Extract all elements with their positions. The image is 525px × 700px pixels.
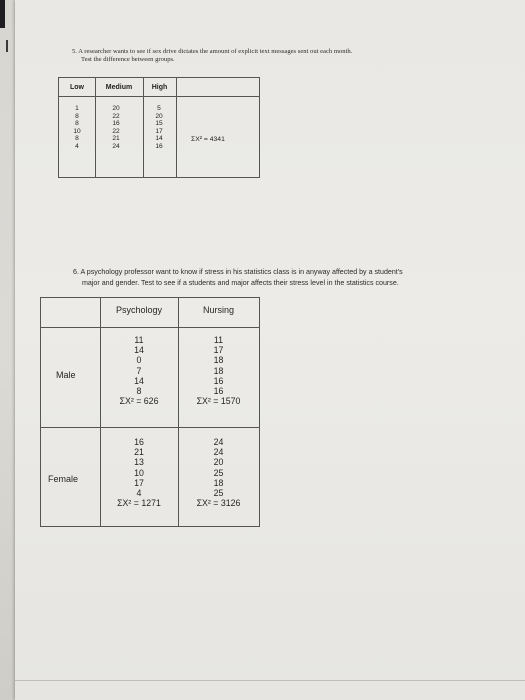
question-5-line-2: Test the difference between groups.	[81, 56, 175, 63]
value-cell: 11	[134, 335, 144, 345]
question-6	[73, 267, 503, 289]
table-border	[40, 297, 260, 298]
question-6-line-2: major and gender. Test to see if a students and major affects their stress level in the statistics course.	[82, 279, 399, 287]
value-cell: 14	[134, 345, 144, 356]
value-cell: 24	[112, 142, 120, 150]
question-6-line-1: 6. A psychology professor want to know if stress in his statistics class is in anyway affected by a student's	[73, 268, 403, 276]
column-divider	[176, 96, 177, 177]
value-cell: 8	[75, 120, 79, 128]
female-nursing-cell	[178, 437, 259, 508]
header-high: High	[143, 78, 177, 97]
question-5	[72, 48, 492, 64]
value-cell: 25	[213, 488, 224, 499]
value-cell: 4	[136, 488, 142, 499]
paper-crease	[15, 680, 525, 681]
medium-values	[107, 105, 125, 151]
value-cell: 14	[134, 375, 144, 386]
value-cell: 8	[75, 135, 79, 143]
value-cell: 5	[157, 105, 161, 112]
value-cell: 17	[155, 127, 163, 135]
value-cell: 16	[134, 437, 144, 447]
header-medium: Medium	[95, 78, 144, 97]
table-border	[40, 526, 260, 527]
value-cell: 1	[75, 105, 79, 112]
table-sex-drive	[58, 77, 260, 178]
binder-edge-mark	[6, 40, 8, 52]
value-cell: 14	[155, 135, 163, 143]
value-cell: 7	[136, 365, 142, 376]
table-border	[40, 297, 41, 527]
low-values	[69, 105, 85, 151]
sum-squares: ΣX² = 1570	[196, 396, 241, 407]
header-nursing: Nursing	[202, 305, 234, 315]
female-psychology-cell	[100, 437, 178, 508]
value-cell: 13	[134, 457, 144, 468]
table-border	[259, 297, 260, 527]
value-cell: 18	[213, 477, 224, 488]
column-divider	[143, 96, 144, 177]
table-border	[40, 427, 260, 428]
value-cell: 16	[155, 142, 163, 150]
value-cell: 0	[136, 355, 142, 366]
column-divider	[95, 96, 96, 177]
row-label-male: Male	[56, 370, 76, 380]
value-cell: 15	[155, 120, 163, 128]
table-border	[40, 327, 260, 328]
value-cell: 17	[213, 345, 224, 356]
male-psychology-cell	[100, 335, 178, 406]
high-values	[150, 105, 168, 151]
value-cell: 22	[112, 127, 120, 135]
value-cell: 22	[112, 112, 120, 120]
header-blank	[176, 78, 259, 97]
value-cell: 21	[112, 135, 120, 143]
sum-squares: ΣX² = 1271	[117, 498, 161, 509]
value-cell: 16	[213, 386, 224, 397]
header-low: Low	[59, 78, 96, 97]
value-cell: 24	[213, 447, 224, 458]
value-cell: 21	[134, 447, 144, 458]
header-psychology: Psychology	[115, 305, 163, 315]
value-cell: 11	[213, 335, 224, 345]
value-cell: 18	[213, 355, 224, 366]
value-cell: 10	[73, 127, 81, 135]
question-5-line-1: 5. A researcher wants to see if sex drive dictates the amount of explicit text messages sent out each month.	[72, 48, 353, 55]
value-cell: 17	[134, 477, 144, 488]
value-cell: 16	[112, 120, 120, 128]
sum-squares-total: ΣX² = 4341	[191, 136, 225, 143]
worksheet-page	[15, 0, 525, 700]
value-cell: 10	[134, 467, 144, 478]
table-stress-major-gender	[40, 297, 260, 527]
value-cell: 4	[75, 142, 79, 150]
value-cell: 20	[112, 105, 120, 112]
sum-squares: ΣX² = 3126	[196, 498, 241, 509]
value-cell: 16	[213, 375, 224, 386]
sum-squares: ΣX² = 626	[119, 396, 159, 407]
photo-corner-edge	[0, 0, 5, 28]
row-label-female: Female	[48, 474, 79, 484]
value-cell: 8	[136, 386, 142, 397]
value-cell: 20	[155, 112, 163, 120]
value-cell: 25	[213, 467, 224, 478]
value-cell: 8	[75, 112, 79, 120]
value-cell: 18	[213, 365, 224, 376]
value-cell: 20	[213, 457, 224, 468]
male-nursing-cell	[178, 335, 259, 406]
value-cell: 24	[213, 437, 224, 447]
